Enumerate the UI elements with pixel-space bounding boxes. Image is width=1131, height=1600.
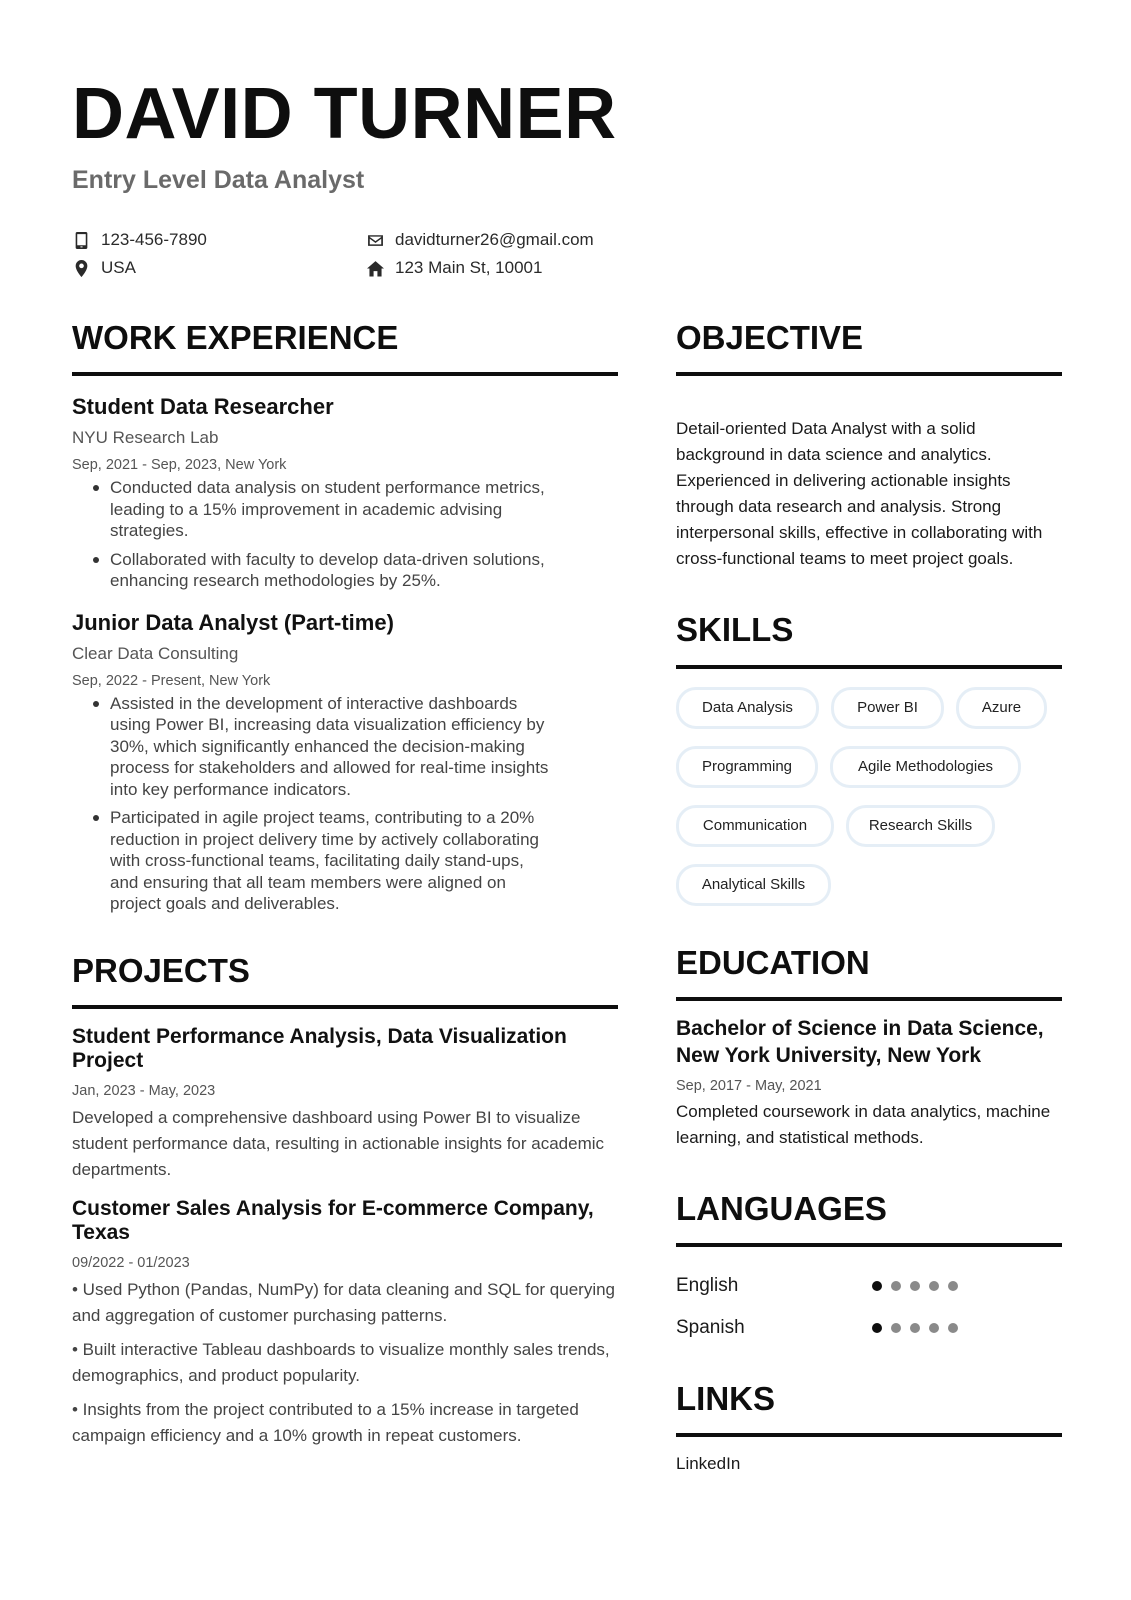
section-heading: PROJECTS [72, 951, 250, 989]
project-title: Student Performance Analysis, Data Visualization Project [72, 1025, 567, 1073]
contact-email[interactable] [367, 230, 594, 250]
languages-list [676, 1265, 1062, 1349]
education-dates: Sep, 2017 - May, 2021 [676, 1077, 822, 1094]
candidate-name: DAVID TURNER [72, 74, 617, 154]
job-bullet: Assisted in the development of interactive dashboards using Power BI, increasing data visualization efficiency by 30%, which significantly enhanced the decision-making process for stakeholders and allowed for real-time insights into key performance indicators. [110, 693, 549, 799]
projects-section [72, 953, 618, 1449]
phone-icon [73, 232, 90, 249]
envelope-icon [367, 232, 384, 249]
job-bullets [72, 693, 618, 915]
job-bullet: Conducted data analysis on student performance metrics, leading to a 15% improvement in academic advising strategies. [110, 477, 550, 542]
objective-section [676, 320, 1062, 572]
level-dot-empty [948, 1281, 958, 1291]
project-dates: 09/2022 - 01/2023 [72, 1255, 190, 1272]
contact-location [73, 258, 136, 278]
section-heading: SKILLS [676, 611, 794, 649]
project-description: • Used Python (Pandas, NumPy) for data cleaning and SQL for querying and aggregation of customer purchasing patterns. [72, 1280, 616, 1326]
section-heading: OBJECTIVE [676, 319, 864, 356]
map-pin-icon [73, 260, 90, 277]
level-dot-empty [929, 1281, 939, 1291]
section-heading: LANGUAGES [676, 1189, 887, 1227]
project-description: • Built interactive Tableau dashboards to visualize monthly sales trends, demographics, and product popularity. [72, 1340, 610, 1386]
phone-text: 123-456-7890 [101, 230, 207, 249]
project-title: Customer Sales Analysis for E-commerce Company, Texas [72, 1197, 594, 1245]
education-description: Completed coursework in data analytics, machine learning, and statistical methods. [676, 1101, 1051, 1147]
left-column [72, 320, 618, 1449]
skill-chip: Programming [676, 746, 818, 788]
project-entry [72, 1197, 618, 1449]
section-divider [676, 372, 1062, 376]
level-dot-empty [891, 1323, 901, 1333]
job-title: Student Data Researcher [72, 394, 334, 420]
candidate-title: Entry Level Data Analyst [72, 166, 365, 194]
contact-address [367, 258, 542, 278]
skill-chip: Power BI [831, 687, 944, 729]
section-divider [72, 1005, 618, 1009]
link-linkedin[interactable]: LinkedIn [676, 1454, 741, 1474]
job-dates: Sep, 2021 - Sep, 2023, New York [72, 457, 287, 474]
job-entry [72, 394, 618, 592]
language-name: Spanish [676, 1317, 745, 1339]
level-dot-empty [910, 1281, 920, 1291]
section-heading: WORK EXPERIENCE [72, 319, 399, 356]
objective-text: Detail-oriented Data Analyst with a solid background in data science and analytics. Experienced in delivering actionable insights through data research and analysis. Strong interpersonal skills, effective in collaborating with cross-functional teams to meet project goals. [676, 419, 1043, 569]
skills-section [676, 612, 1062, 922]
job-bullet: Participated in agile project teams, contributing to a 20% reduction in project delivery time by actively collaborating with cross-functional teams, facilitating daily stand-ups, and ensuring that all team members were aligned on project goals and deliverables. [110, 807, 550, 915]
job-bullet: Collaborated with faculty to develop data-driven solutions, enhancing research methodologies by 25%. [110, 549, 550, 592]
skill-chip: Communication [676, 805, 834, 847]
section-heading: LINKS [676, 1380, 775, 1418]
level-dot-empty [891, 1281, 901, 1291]
skill-chip: Research Skills [846, 805, 995, 847]
skill-chip: Azure [956, 687, 1047, 729]
location-text: USA [101, 258, 136, 277]
links-section [676, 1381, 1062, 1477]
languages-section [676, 1191, 1062, 1349]
project-description: Developed a comprehensive dashboard using Power BI to visualize student performance data, resulting in actionable insights for academic departments. [72, 1108, 605, 1180]
right-column [676, 320, 1062, 1477]
skill-chip: Data Analysis [676, 687, 819, 729]
skills-list [676, 687, 1076, 923]
email-text[interactable]: davidturner26@gmail.com [395, 230, 594, 249]
job-bullets [72, 477, 618, 592]
contact-phone [73, 230, 207, 250]
skill-chip: Agile Methodologies [830, 746, 1021, 788]
level-dot-empty [910, 1323, 920, 1333]
level-dot-empty [948, 1323, 958, 1333]
language-name: English [676, 1275, 739, 1297]
language-row [676, 1265, 1062, 1307]
section-divider [676, 1243, 1062, 1247]
section-divider [676, 1433, 1062, 1437]
project-entry [72, 1025, 618, 1183]
work-experience-section [72, 320, 618, 915]
level-dot-filled [872, 1281, 882, 1291]
level-dot-filled [872, 1323, 882, 1333]
level-dot-empty [929, 1323, 939, 1333]
section-divider [676, 997, 1062, 1001]
home-icon [367, 260, 384, 277]
section-divider [676, 665, 1062, 669]
section-heading: EDUCATION [676, 943, 870, 981]
job-company: NYU Research Lab [72, 428, 219, 448]
education-section [676, 945, 1062, 1151]
job-entry [72, 610, 618, 915]
project-description: • Insights from the project contributed to a 15% increase in targeted campaign efficiency and a 10% growth in repeat customers. [72, 1400, 579, 1446]
skill-chip: Analytical Skills [676, 864, 831, 906]
project-dates: Jan, 2023 - May, 2023 [72, 1083, 216, 1100]
language-level-dots [872, 1281, 967, 1291]
section-divider [72, 372, 618, 376]
language-level-dots [872, 1323, 967, 1333]
language-row [676, 1307, 1062, 1349]
address-text: 123 Main St, 10001 [395, 258, 543, 277]
job-company: Clear Data Consulting [72, 643, 239, 663]
job-title: Junior Data Analyst (Part-time) [72, 609, 394, 635]
job-dates: Sep, 2022 - Present, New York [72, 672, 271, 689]
education-degree: Bachelor of Science in Data Science, New York University, New York [676, 1016, 1044, 1067]
